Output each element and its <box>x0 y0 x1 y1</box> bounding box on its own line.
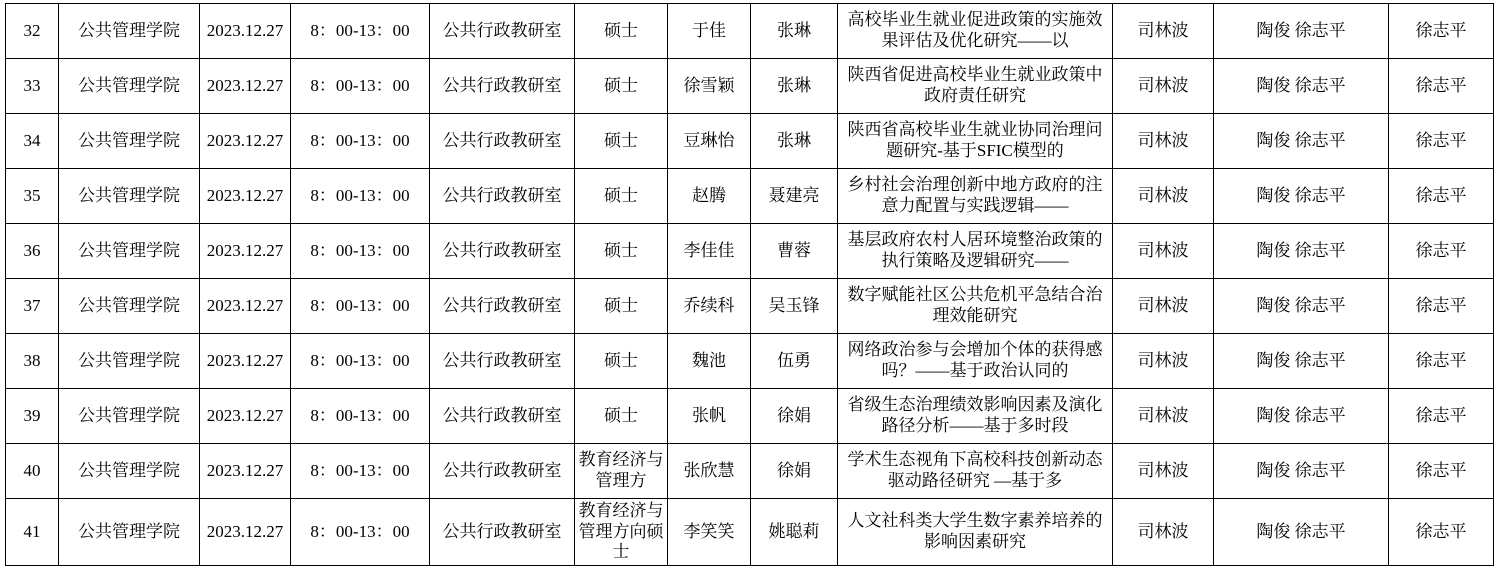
cell-members: 陶俊 徐志平 <box>1214 334 1389 389</box>
cell-secretary: 徐志平 <box>1389 169 1494 224</box>
cell-no: 39 <box>6 389 59 444</box>
cell-date: 2023.12.27 <box>200 224 291 279</box>
cell-secretary: 徐志平 <box>1389 114 1494 169</box>
cell-room: 公共行政教研室 <box>430 224 575 279</box>
cell-degree: 硕士 <box>575 4 668 59</box>
cell-date: 2023.12.27 <box>200 334 291 389</box>
cell-time: 8：00-13：00 <box>291 169 430 224</box>
cell-room: 公共行政教研室 <box>430 4 575 59</box>
cell-student: 张帆 <box>668 389 751 444</box>
table-row <box>6 389 1494 444</box>
cell-chair: 司林波 <box>1113 444 1214 499</box>
cell-title: 基层政府农村人居环境整治政策的执行策略及逻辑研究—— <box>838 224 1113 279</box>
cell-room: 公共行政教研室 <box>430 279 575 334</box>
cell-advisor: 姚聪莉 <box>751 499 838 566</box>
cell-student: 魏池 <box>668 334 751 389</box>
cell-members: 陶俊 徐志平 <box>1214 114 1389 169</box>
cell-college: 公共管理学院 <box>59 334 200 389</box>
cell-advisor: 张琳 <box>751 59 838 114</box>
table-row <box>6 59 1494 114</box>
cell-time: 8：00-13：00 <box>291 444 430 499</box>
cell-title: 学术生态视角下高校科技创新动态驱动路径研究 —基于多 <box>838 444 1113 499</box>
table-row <box>6 224 1494 279</box>
table-row <box>6 334 1494 389</box>
cell-college: 公共管理学院 <box>59 59 200 114</box>
cell-chair: 司林波 <box>1113 4 1214 59</box>
cell-time: 8：00-13：00 <box>291 499 430 566</box>
cell-date: 2023.12.27 <box>200 444 291 499</box>
cell-degree: 教育经济与管理方 <box>575 444 668 499</box>
cell-chair: 司林波 <box>1113 114 1214 169</box>
cell-degree: 硕士 <box>575 334 668 389</box>
cell-time: 8：00-13：00 <box>291 59 430 114</box>
cell-chair: 司林波 <box>1113 334 1214 389</box>
cell-time: 8：00-13：00 <box>291 114 430 169</box>
cell-date: 2023.12.27 <box>200 389 291 444</box>
cell-time: 8：00-13：00 <box>291 279 430 334</box>
cell-no: 36 <box>6 224 59 279</box>
table-body <box>6 4 1494 566</box>
cell-secretary: 徐志平 <box>1389 224 1494 279</box>
cell-date: 2023.12.27 <box>200 499 291 566</box>
cell-title: 数字赋能社区公共危机平急结合治理效能研究 <box>838 279 1113 334</box>
cell-advisor: 吴玉锋 <box>751 279 838 334</box>
cell-no: 32 <box>6 4 59 59</box>
table-row <box>6 444 1494 499</box>
cell-date: 2023.12.27 <box>200 114 291 169</box>
cell-advisor: 聂建亮 <box>751 169 838 224</box>
cell-room: 公共行政教研室 <box>430 389 575 444</box>
cell-college: 公共管理学院 <box>59 499 200 566</box>
cell-degree: 教育经济与管理方向硕士 <box>575 499 668 566</box>
cell-no: 37 <box>6 279 59 334</box>
cell-college: 公共管理学院 <box>59 224 200 279</box>
cell-student: 于佳 <box>668 4 751 59</box>
cell-members: 陶俊 徐志平 <box>1214 59 1389 114</box>
cell-student: 赵腾 <box>668 169 751 224</box>
cell-degree: 硕士 <box>575 59 668 114</box>
cell-degree: 硕士 <box>575 224 668 279</box>
cell-advisor: 张琳 <box>751 114 838 169</box>
cell-college: 公共管理学院 <box>59 4 200 59</box>
cell-secretary: 徐志平 <box>1389 59 1494 114</box>
cell-room: 公共行政教研室 <box>430 169 575 224</box>
cell-degree: 硕士 <box>575 114 668 169</box>
cell-no: 34 <box>6 114 59 169</box>
table-row <box>6 169 1494 224</box>
cell-title: 陕西省高校毕业生就业协同治理问题研究-基于SFIC模型的 <box>838 114 1113 169</box>
cell-secretary: 徐志平 <box>1389 4 1494 59</box>
cell-time: 8：00-13：00 <box>291 4 430 59</box>
cell-degree: 硕士 <box>575 389 668 444</box>
cell-room: 公共行政教研室 <box>430 444 575 499</box>
cell-title: 省级生态治理绩效影响因素及演化路径分析——基于多时段 <box>838 389 1113 444</box>
cell-members: 陶俊 徐志平 <box>1214 4 1389 59</box>
cell-chair: 司林波 <box>1113 389 1214 444</box>
cell-college: 公共管理学院 <box>59 444 200 499</box>
cell-room: 公共行政教研室 <box>430 114 575 169</box>
cell-members: 陶俊 徐志平 <box>1214 279 1389 334</box>
cell-title: 高校毕业生就业促进政策的实施效果评估及优化研究——以 <box>838 4 1113 59</box>
cell-time: 8：00-13：00 <box>291 389 430 444</box>
cell-chair: 司林波 <box>1113 59 1214 114</box>
cell-title: 人文社科类大学生数字素养培养的影响因素研究 <box>838 499 1113 566</box>
cell-title: 网络政治参与会增加个体的获得感吗？——基于政治认同的 <box>838 334 1113 389</box>
cell-no: 41 <box>6 499 59 566</box>
cell-members: 陶俊 徐志平 <box>1214 169 1389 224</box>
cell-no: 35 <box>6 169 59 224</box>
cell-advisor: 伍勇 <box>751 334 838 389</box>
cell-date: 2023.12.27 <box>200 59 291 114</box>
document-page <box>0 3 1467 574</box>
cell-members: 陶俊 徐志平 <box>1214 389 1389 444</box>
cell-college: 公共管理学院 <box>59 114 200 169</box>
cell-chair: 司林波 <box>1113 224 1214 279</box>
cell-secretary: 徐志平 <box>1389 499 1494 566</box>
cell-advisor: 张琳 <box>751 4 838 59</box>
cell-chair: 司林波 <box>1113 499 1214 566</box>
cell-secretary: 徐志平 <box>1389 279 1494 334</box>
cell-secretary: 徐志平 <box>1389 334 1494 389</box>
cell-date: 2023.12.27 <box>200 4 291 59</box>
cell-chair: 司林波 <box>1113 279 1214 334</box>
table-row <box>6 499 1494 566</box>
cell-members: 陶俊 徐志平 <box>1214 224 1389 279</box>
cell-advisor: 徐娟 <box>751 444 838 499</box>
cell-no: 38 <box>6 334 59 389</box>
cell-chair: 司林波 <box>1113 169 1214 224</box>
cell-college: 公共管理学院 <box>59 389 200 444</box>
cell-student: 李佳佳 <box>668 224 751 279</box>
cell-no: 40 <box>6 444 59 499</box>
thesis-defense-schedule-table <box>5 3 1494 566</box>
cell-student: 李笑笑 <box>668 499 751 566</box>
cell-title: 乡村社会治理创新中地方政府的注意力配置与实践逻辑—— <box>838 169 1113 224</box>
table-row <box>6 279 1494 334</box>
cell-advisor: 徐娟 <box>751 389 838 444</box>
cell-time: 8：00-13：00 <box>291 224 430 279</box>
cell-members: 陶俊 徐志平 <box>1214 444 1389 499</box>
cell-title: 陕西省促进高校毕业生就业政策中政府责任研究 <box>838 59 1113 114</box>
cell-members: 陶俊 徐志平 <box>1214 499 1389 566</box>
cell-degree: 硕士 <box>575 169 668 224</box>
cell-room: 公共行政教研室 <box>430 334 575 389</box>
cell-secretary: 徐志平 <box>1389 389 1494 444</box>
cell-advisor: 曹蓉 <box>751 224 838 279</box>
table-row <box>6 114 1494 169</box>
cell-no: 33 <box>6 59 59 114</box>
cell-time: 8：00-13：00 <box>291 334 430 389</box>
cell-date: 2023.12.27 <box>200 169 291 224</box>
table-row <box>6 4 1494 59</box>
cell-room: 公共行政教研室 <box>430 59 575 114</box>
cell-secretary: 徐志平 <box>1389 444 1494 499</box>
cell-college: 公共管理学院 <box>59 279 200 334</box>
cell-date: 2023.12.27 <box>200 279 291 334</box>
cell-student: 乔续科 <box>668 279 751 334</box>
cell-college: 公共管理学院 <box>59 169 200 224</box>
cell-student: 张欣慧 <box>668 444 751 499</box>
cell-room: 公共行政教研室 <box>430 499 575 566</box>
cell-student: 徐雪颖 <box>668 59 751 114</box>
cell-degree: 硕士 <box>575 279 668 334</box>
cell-student: 豆琳怡 <box>668 114 751 169</box>
